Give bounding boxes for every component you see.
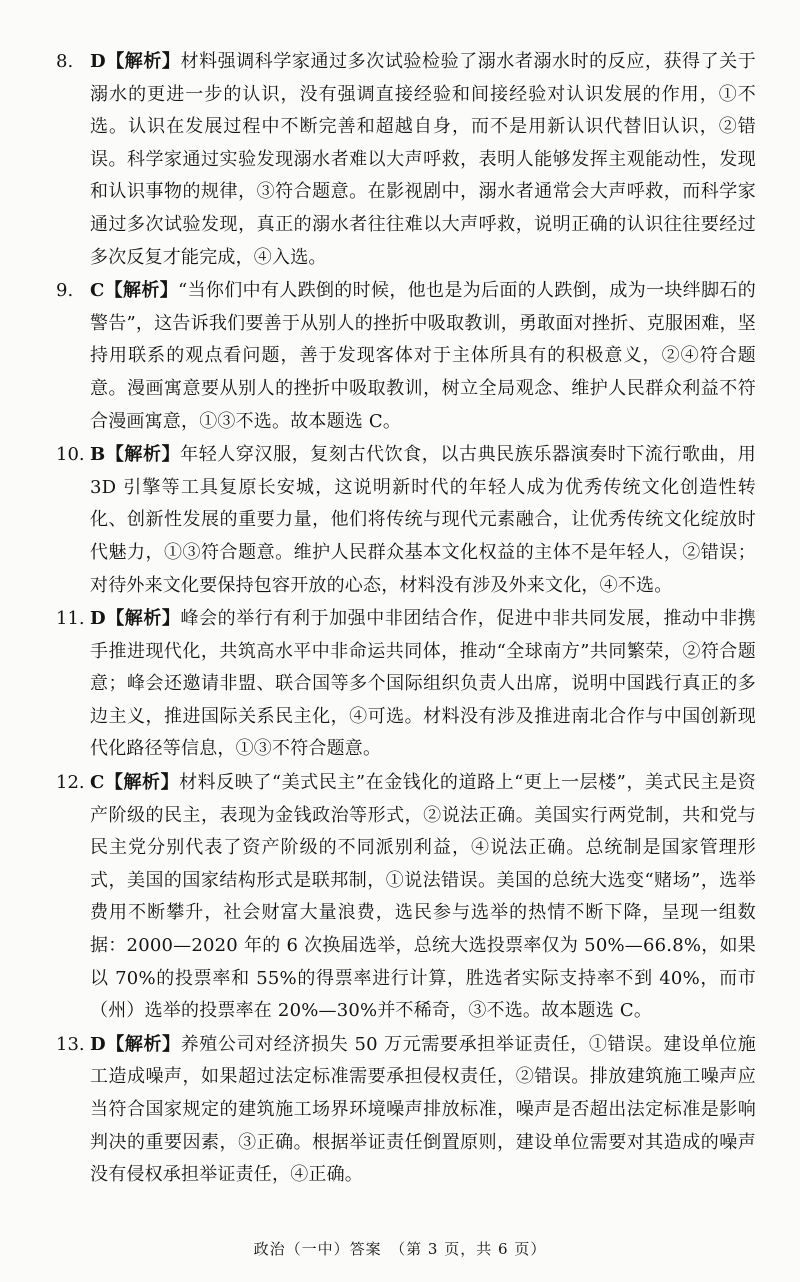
analysis-text: 峰会的举行有利于加强中非团结合作，促进中非共同发展，推动中非携手推进现代化，共筑高水平中非命运共同体，推动“全球南方”共同繁荣，②符合题意；峰会还邀请非盟、联合国等多个国际组织负责人出席，说明中国践行真正的多边主义，推进国际关系民主化，④可选。材料没有涉及推进南北合作与中国创新现代化路径等信息，①③不符合题意。 — [90, 608, 756, 760]
analysis-label: 【解析】 — [104, 280, 179, 302]
question-number: 10. — [56, 444, 85, 466]
question-number: 8. — [56, 51, 74, 72]
answer-item-9 — [56, 275, 756, 438]
analysis-label: 【解析】 — [105, 1033, 181, 1055]
question-number: 11. — [56, 608, 85, 630]
answer-item-12 — [56, 767, 756, 1028]
answer-body — [90, 439, 756, 602]
analysis-label: 【解析】 — [105, 444, 181, 466]
answer-choice: D — [90, 608, 106, 630]
question-number: 12. — [56, 772, 85, 794]
answer-body — [90, 767, 756, 1028]
analysis-label: 【解析】 — [105, 608, 181, 630]
answer-choice: C — [90, 280, 105, 302]
answer-choice: D — [90, 1033, 106, 1055]
answer-item-8 — [56, 46, 756, 274]
analysis-text: 养殖公司对经济损失 50 万元需要承担举证责任，①错误。建设单位施工造成噪声，如果超过法定标准需要承担侵权责任，②错误。排放建筑施工噪声应当符合国家规定的建筑施工场界环境噪声排放标准，噪声是否超出法定标准是影响判决的重要因素，③正确。根据举证责任倒置原则，建设单位需要对其造成的噪声没有侵权承担举证责任，④正确。 — [90, 1033, 756, 1186]
analysis-label: 【解析】 — [104, 772, 180, 794]
answer-choice: C — [90, 772, 105, 794]
analysis-text: “当你们中有人跌倒的时候，他也是为后面的人跌倒，成为一块绊脚石的警告”，这告诉我们要善于从别人的挫折中吸取教训，勇敢面对挫折、克服困难，坚持用联系的观点看问题，善于发现客体对于主体所具有的积极意义，②④符合题意。漫画寓意要从别人的挫折中吸取教训，树立全局观念、维护人民群众利益不符合漫画寓意，①③不选。故本题选 C。 — [90, 280, 756, 432]
answer-choice: D — [90, 51, 106, 72]
answer-body — [90, 275, 756, 438]
answer-item-10 — [56, 439, 756, 602]
analysis-text: 年轻人穿汉服，复刻古代饮食，以古典民族乐器演奏时下流行歌曲，用 3D 引擎等工具复原长安城，这说明新时代的年轻人成为优秀传统文化创造性转化、创新性发展的重要力量，他们将传统与现代元素融合，让优秀传统文化绽放时代魅力，①③符合题意。维护人民群众基本文化权益的主体不是年轻人，②错误；对待外来文化要保持包容开放的心态，材料没有涉及外来文化，④不选。 — [90, 444, 756, 596]
answer-body — [90, 1029, 756, 1192]
question-number: 9. — [56, 280, 74, 302]
question-number: 13. — [56, 1033, 85, 1055]
analysis-text: 材料强调科学家通过多次试验检验了溺水者溺水时的反应，获得了关于溺水的更进一步的认识，没有强调直接经验和间接经验对认识发展的作用，①不选。认识在发展过程中不断完善和超越自身，而不是用新认识代替旧认识，②错误。科学家通过实验发现溺水者难以大声呼救，表明人能够发挥主观能动性，发现和认识事物的规律，③符合题意。在影视剧中，溺水者通常会大声呼救，而科学家通过多次试验发现，真正的溺水者往往难以大声呼救，说明正确的认识往往要经过多次反复才能完成，④入选。 — [90, 51, 756, 268]
answer-item-13 — [56, 1029, 756, 1192]
analysis-label: 【解析】 — [105, 51, 181, 72]
answer-body — [90, 46, 756, 274]
answer-choice: B — [90, 444, 106, 466]
answer-body — [90, 603, 756, 766]
analysis-text: 材料反映了“美式民主”在金钱化的道路上“更上一层楼”，美式民主是资产阶级的民主，表现为金钱政治等形式，②说法正确。美国实行两党制，共和党与民主党分别代表了资产阶级的不同派别利益，④说法正确。总统制是国家管理形式，美国的国家结构形式是联邦制，①说法错误。美国的总统大选变“赌场”，选举费用不断攀升，社会财富大量浪费，选民参与选举的热情不断下降，呈现一组数据：2000—2020 年的 6 次换届选举，总统大选投票率仅为 50%—66.8%，如果以 70%的投票率和 55%的得票率进行计算，胜选者实际支持率不到 40%，而市（州）选举的投票率在 20%—30%并不稀奇，③不选。故本题选 C。 — [90, 772, 756, 1022]
page-footer: 政治（一中）答案 （第 3 页，共 6 页） — [253, 1240, 547, 1258]
answer-item-11 — [56, 603, 756, 766]
